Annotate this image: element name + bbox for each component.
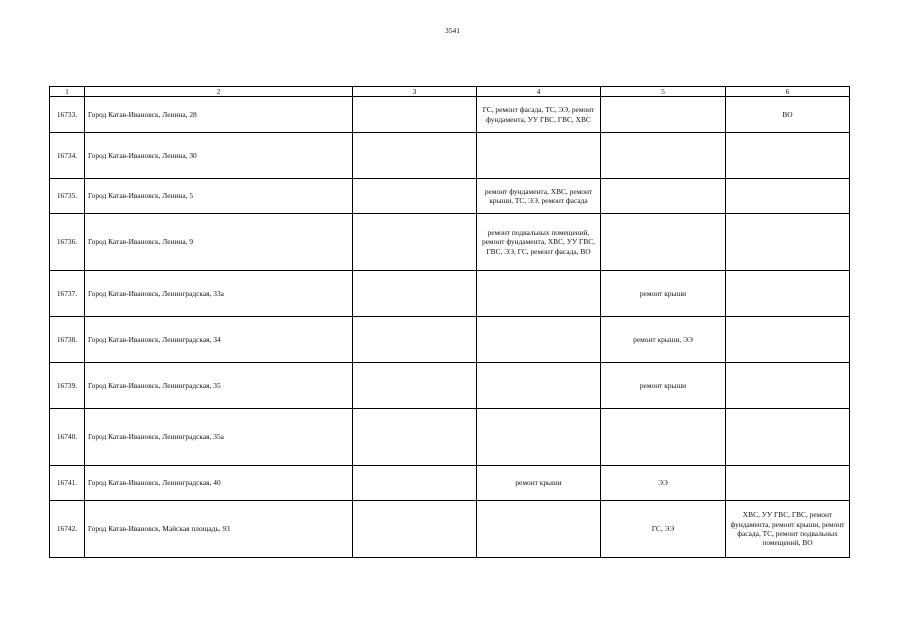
table-row bbox=[50, 133, 850, 179]
address-cell: Город Катав-Ивановск, Ленина, 30 bbox=[85, 133, 353, 179]
col6-cell: ВО bbox=[726, 97, 850, 133]
col6-cell bbox=[726, 409, 850, 466]
col6-cell bbox=[726, 271, 850, 317]
col5-cell bbox=[601, 97, 726, 133]
address-cell: Город Катав-Ивановск, Ленина, 9 bbox=[85, 214, 353, 271]
col4-cell: ремонт крыши bbox=[477, 466, 601, 501]
header-row bbox=[50, 87, 850, 97]
col4-cell bbox=[477, 363, 601, 409]
row-number: 16740. bbox=[50, 409, 85, 466]
col6-cell: ХВС, УУ ГВС, ГВС, ремонт фундамента, ремонт крыши, ремонт фасада, ТС, ремонт подвальных помещений, ВО bbox=[726, 501, 850, 558]
address-cell: Город Катав-Ивановск, Ленина, 28 bbox=[85, 97, 353, 133]
col5-cell bbox=[601, 214, 726, 271]
col3-cell bbox=[353, 133, 477, 179]
col4-cell bbox=[477, 317, 601, 363]
works-table bbox=[49, 86, 850, 558]
row-number: 16735. bbox=[50, 179, 85, 214]
col3-cell bbox=[353, 271, 477, 317]
col3-cell bbox=[353, 409, 477, 466]
col5-cell bbox=[601, 179, 726, 214]
col6-cell bbox=[726, 317, 850, 363]
col3-cell bbox=[353, 466, 477, 501]
table-row bbox=[50, 271, 850, 317]
table-row bbox=[50, 179, 850, 214]
address-cell: Город Катав-Ивановск, Ленина, 5 bbox=[85, 179, 353, 214]
col3-cell bbox=[353, 97, 477, 133]
col5-cell: ЭЭ bbox=[601, 466, 726, 501]
col5-cell: ремонт крыши, ЭЭ bbox=[601, 317, 726, 363]
col6-cell bbox=[726, 133, 850, 179]
row-number: 16739. bbox=[50, 363, 85, 409]
col6-cell bbox=[726, 363, 850, 409]
row-number: 16736. bbox=[50, 214, 85, 271]
col5-cell: ремонт крыши bbox=[601, 363, 726, 409]
col4-cell: ремонт фундамента, ХВС, ремонт крыши, ТС, ЭЭ, ремонт фасада bbox=[477, 179, 601, 214]
col5-cell: ремонт крыши bbox=[601, 271, 726, 317]
address-cell: Город Катав-Ивановск, Ленинградская, 35а bbox=[85, 409, 353, 466]
col4-cell bbox=[477, 271, 601, 317]
row-number: 16733. bbox=[50, 97, 85, 133]
address-cell: Город Катав-Ивановск, Ленинградская, 40 bbox=[85, 466, 353, 501]
col4-cell bbox=[477, 133, 601, 179]
column-header: 5 bbox=[601, 87, 726, 97]
page-number: 3541 bbox=[445, 26, 460, 35]
column-header: 6 bbox=[726, 87, 850, 97]
column-header: 4 bbox=[477, 87, 601, 97]
table-row bbox=[50, 317, 850, 363]
address-cell: Город Катав-Ивановск, Ленинградская, 33а bbox=[85, 271, 353, 317]
column-header: 1 bbox=[50, 87, 85, 97]
row-number: 16741. bbox=[50, 466, 85, 501]
row-number: 16734. bbox=[50, 133, 85, 179]
row-number: 16737. bbox=[50, 271, 85, 317]
col3-cell bbox=[353, 214, 477, 271]
col3-cell bbox=[353, 363, 477, 409]
col4-cell: ремонт подвальных помещений, ремонт фундамента, ХВС, УУ ГВС, ГВС, ЭЭ, ГС, ремонт фасада, ВО bbox=[477, 214, 601, 271]
address-cell: Город Катав-Ивановск, Ленинградская, 34 bbox=[85, 317, 353, 363]
row-number: 16738. bbox=[50, 317, 85, 363]
col6-cell bbox=[726, 179, 850, 214]
address-cell: Город Катав-Ивановск, Майская площадь, 93 bbox=[85, 501, 353, 558]
table-row bbox=[50, 97, 850, 133]
col3-cell bbox=[353, 179, 477, 214]
col6-cell bbox=[726, 214, 850, 271]
table-row bbox=[50, 214, 850, 271]
column-header: 3 bbox=[353, 87, 477, 97]
col4-cell: ГС, ремонт фасада, ТС, ЭЭ, ремонт фундамента, УУ ГВС, ГВС, ХВС bbox=[477, 97, 601, 133]
address-cell: Город Катав-Ивановск, Ленинградская, 35 bbox=[85, 363, 353, 409]
col5-cell: ГС, ЭЭ bbox=[601, 501, 726, 558]
col5-cell bbox=[601, 133, 726, 179]
table-row bbox=[50, 466, 850, 501]
table-row bbox=[50, 409, 850, 466]
row-number: 16742. bbox=[50, 501, 85, 558]
col3-cell bbox=[353, 317, 477, 363]
column-header: 2 bbox=[85, 87, 353, 97]
col6-cell bbox=[726, 466, 850, 501]
table-row bbox=[50, 363, 850, 409]
col4-cell bbox=[477, 501, 601, 558]
col5-cell bbox=[601, 409, 726, 466]
col4-cell bbox=[477, 409, 601, 466]
table-row bbox=[50, 501, 850, 558]
col3-cell bbox=[353, 501, 477, 558]
